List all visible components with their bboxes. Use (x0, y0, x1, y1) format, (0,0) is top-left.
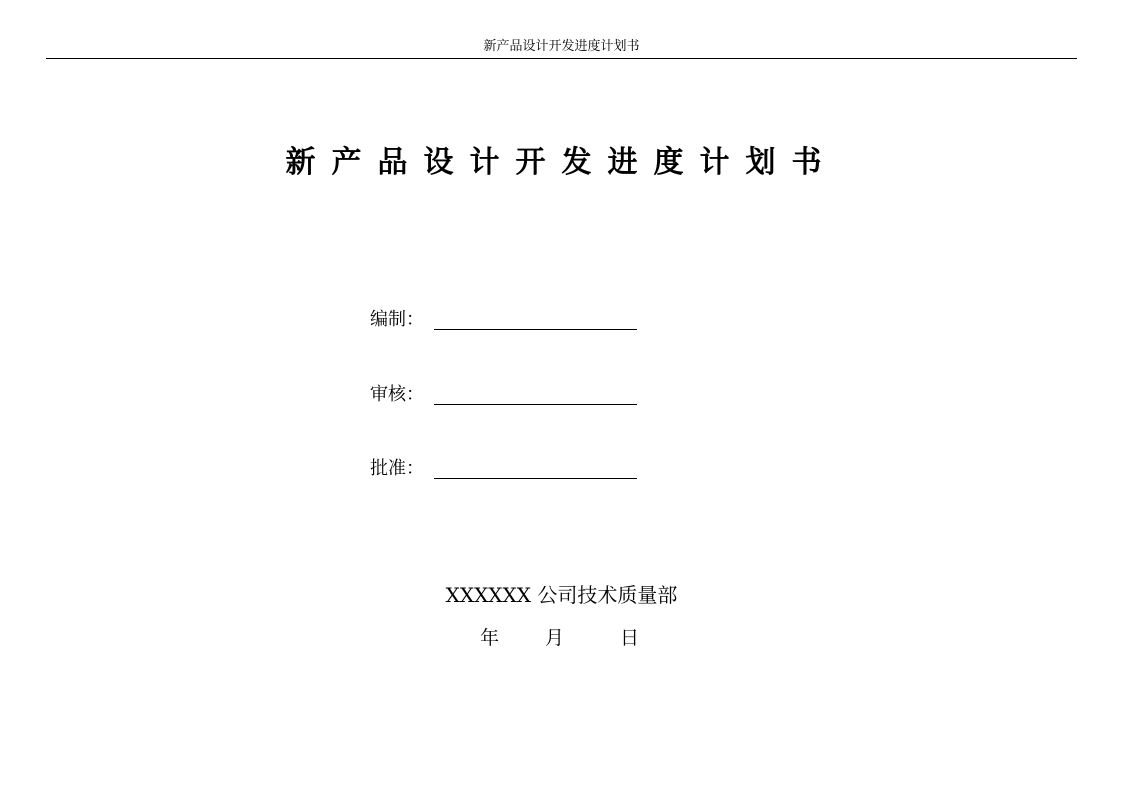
date-year-label: 年 (480, 627, 500, 649)
signoff-reviewed-line (434, 386, 637, 405)
signoff-approved-label: 批准： (370, 458, 424, 479)
signoff-compiled-label: 编制： (370, 309, 424, 330)
signoff-approved-line (434, 460, 637, 479)
date-fields (480, 625, 660, 651)
signoff-compiled-row (370, 306, 637, 332)
page-header (46, 38, 1077, 59)
signoff-reviewed-label: 审核： (370, 384, 424, 405)
date-month-label: 月 (545, 627, 565, 649)
date-day-label: 日 (620, 627, 640, 649)
header-text: 新产品设计开发进度计划书 (483, 39, 640, 54)
document-title: 新产品设计开发进度计划书 (285, 145, 838, 180)
signoff-compiled-line (434, 311, 637, 330)
signoff-reviewed-row (370, 381, 637, 407)
department-name: XXXXXX 公司技术质量部 (445, 583, 678, 607)
signoff-approved-row (370, 455, 637, 481)
